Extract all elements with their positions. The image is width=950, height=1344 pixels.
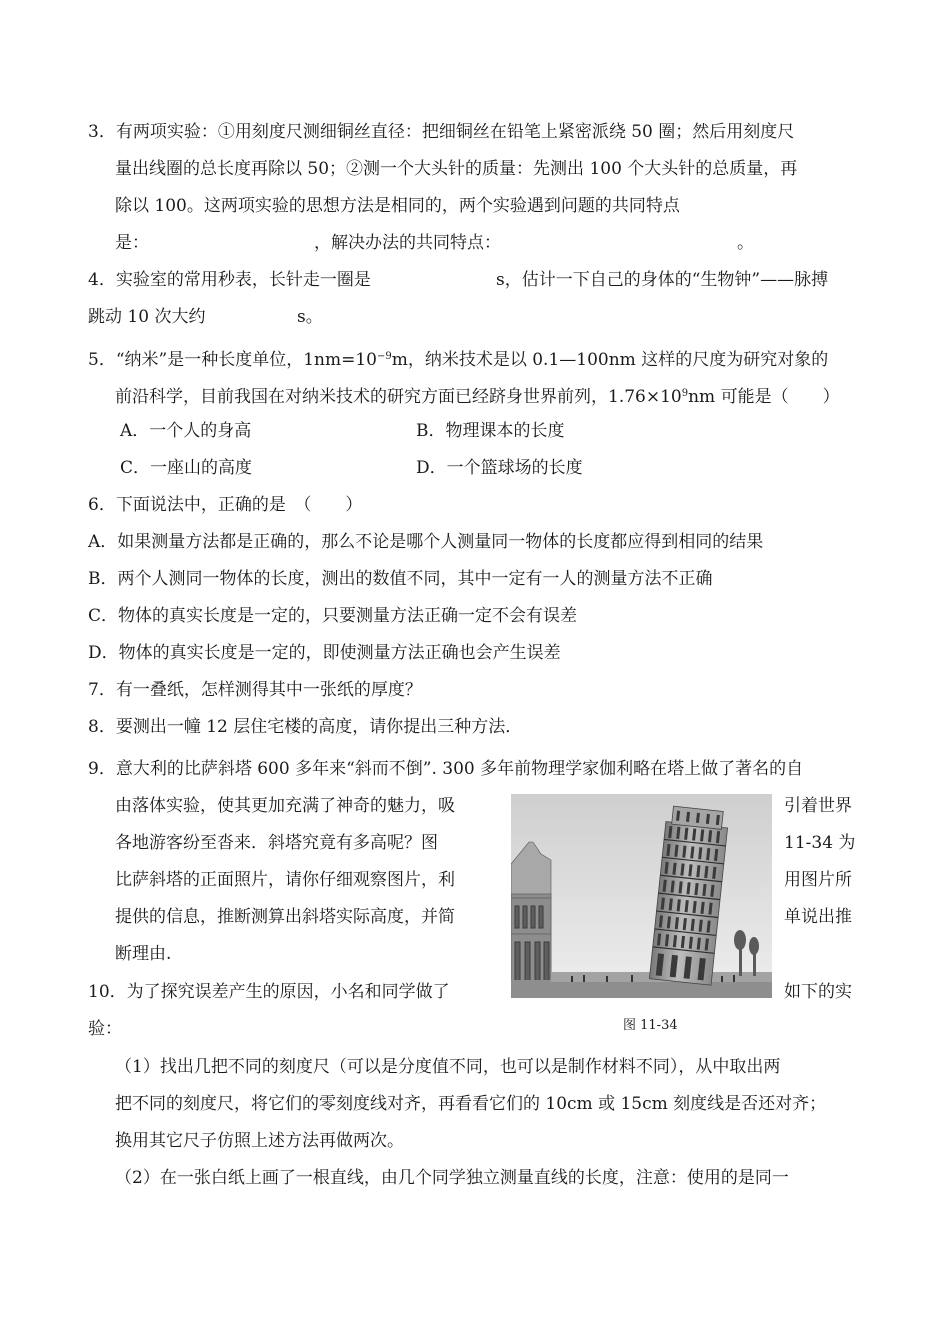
q9-line4-left: 比萨斜塔的正面照片，请你仔细观察图片，利: [115, 870, 455, 890]
q10-part1-line1: （1）找出几把不同的刻度尺（可以是分度值不同，也可以是制作材料不同），从中取出两: [115, 1057, 781, 1077]
q3-line4-middle: ，解决办法的共同特点：: [314, 233, 501, 253]
q10-line2: 验：: [88, 1019, 122, 1039]
q5-line1: [88, 345, 828, 372]
q4-line1-end: s，估计一下自己的身体的“生物钟”——脉搏: [496, 270, 829, 290]
leaning-tower-illustration: [511, 794, 772, 998]
q9-line2-right: 引着世界: [784, 796, 852, 816]
q5-exponent-1: −9: [376, 351, 392, 362]
q4-line1-start: 4．实验室的常用秒表，长针走一圈是: [88, 270, 371, 290]
q10-line1-left: 10．为了探究误差产生的原因，小名和同学做了: [88, 982, 450, 1002]
q9-line1: 9．意大利的比萨斜塔 600 多年来“斜而不倒”. 300 多年前物理学家伽利略在塔上做了著名的自: [88, 759, 804, 779]
figure-caption: 图 11-34: [623, 1018, 678, 1033]
q6-stem: 6．下面说法中，正确的是 （ ）: [88, 495, 363, 515]
q3-line4-label: 是：: [115, 233, 149, 253]
q10-line1-right: 如下的实: [784, 982, 852, 1002]
q9-line3-right: 11-34 为: [784, 833, 856, 853]
q5-option-b: B．物理课本的长度: [416, 421, 565, 441]
q3-line4-end: 。: [737, 233, 754, 253]
q6-option-d: D．物体的真实长度是一定的，即使测量方法正确也会产生误差: [88, 643, 561, 663]
q5-line1-text-end: m，纳米技术是以 0.1—100nm 这样的尺度为研究对象的: [391, 350, 829, 370]
q10-part1-line3: 换用其它尺子仿照上述方法再做两次。: [115, 1131, 404, 1151]
q9-line4-right: 用图片所: [784, 870, 852, 890]
q9-line2-left: 由落体实验，使其更加充满了神奇的魅力，吸: [115, 796, 455, 816]
q5-option-c: C．一座山的高度: [120, 458, 253, 478]
q4-line2-end: s。: [297, 307, 323, 327]
q9-line6: 断理由.: [115, 944, 172, 964]
q3-line3: 除以 100。这两项实验的思想方法是相同的，两个实验遇到问题的共同特点: [115, 196, 680, 216]
q7-text: 7．有一叠纸，怎样测得其中一张纸的厚度？: [88, 680, 422, 700]
q5-option-d: D．一个篮球场的长度: [416, 458, 583, 478]
q9-line5-right: 单说出推: [784, 907, 852, 927]
q10-part2-line1: （2）在一张白纸上画了一根直线，由几个同学独立测量直线的长度，注意：使用的是同一: [115, 1168, 789, 1188]
q5-line2-text-end: nm 可能是（ ）: [688, 387, 840, 407]
q4-line2-start: 跳动 10 次大约: [88, 307, 206, 327]
cathedral: [511, 842, 551, 998]
q6-option-b: B．两个人测同一物体的长度，测出的数值不同，其中一定有一人的测量方法不正确: [88, 569, 713, 589]
q5-line2-text: 前沿科学，目前我国在对纳米技术的研究方面已经跻身世界前列，1.76×10: [115, 387, 682, 407]
q9-line5-left: 提供的信息，推断测算出斜塔实际高度，并简: [115, 907, 455, 927]
q6-option-c: C．物体的真实长度是一定的，只要测量方法正确一定不会有误差: [88, 606, 578, 626]
q5-exponent-2: 9: [681, 388, 689, 399]
q8-text: 8．要测出一幢 12 层住宅楼的高度，请你提出三种方法．: [88, 717, 523, 737]
q3-line2: 量出线圈的总长度再除以 50；②测一个大头针的质量：先测出 100 个大头针的总质量，再: [115, 159, 798, 179]
q5-line2: [115, 382, 840, 409]
q10-part1-line2: 把不同的刻度尺，将它们的零刻度线对齐，再看看它们的 10cm 或 15cm 刻度线是否还对齐；: [115, 1094, 827, 1114]
q9-line3-left: 各地游客纷至沓来．斜塔究竟有多高呢？图: [115, 833, 438, 853]
q5-line1-text: 5．“纳米”是一种长度单位，1nm=10: [88, 350, 377, 370]
leaning-tower-photo: [511, 794, 772, 998]
q5-option-a: A．一个人的身高: [120, 421, 252, 441]
q6-option-a: A．如果测量方法都是正确的，那么不论是哪个人测量同一物体的长度都应得到相同的结果: [88, 532, 764, 552]
q3-line1: 3．有两项实验：①用刻度尺测细铜丝直径：把细铜丝在铅笔上紧密派绕 50 圈；然后用刻度尺: [88, 122, 795, 142]
